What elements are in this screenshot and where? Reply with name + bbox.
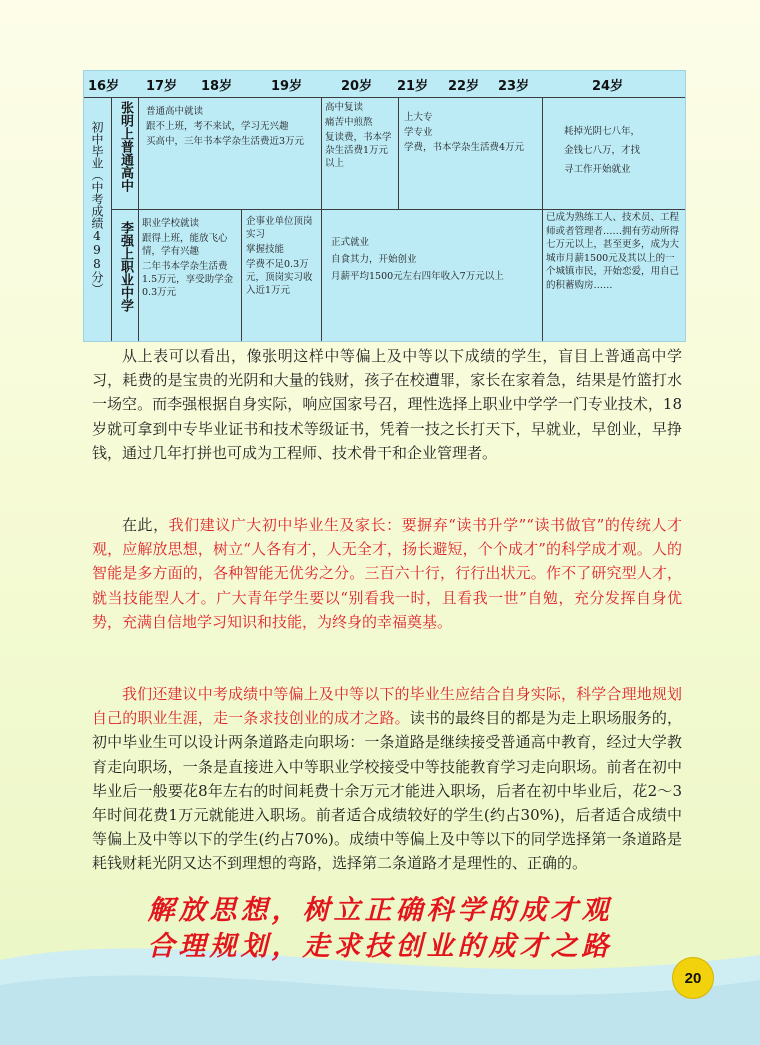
paragraph-lead: 在此， — [122, 516, 169, 534]
divider — [398, 97, 399, 209]
cell-text: 上大专 — [404, 112, 433, 123]
age-label: 20岁 — [341, 79, 373, 94]
cell-text: 痛苦中煎熬 — [325, 117, 373, 128]
cell-text: 职业学校就读 — [142, 218, 200, 229]
graduation-label: 初中毕业（中考成绩498分） — [90, 121, 104, 295]
cell-text: 买高中，三年书本学杂生活费近3万元 — [146, 136, 305, 147]
paragraph-highlight: 我们还建议中考成绩中等偏上及中等以下的毕业生应结合自身实际，科学合理地规划自己的职业生涯，走一条求技创业的成才之路。 — [92, 685, 682, 728]
li-outcome-cell — [546, 211, 681, 294]
age-label: 17岁 — [146, 79, 178, 94]
zhang-ming-label: 张明上普通高中 — [118, 101, 133, 192]
paragraph-highlight: 我们建议广大初中毕业生及家长：要摒弃“读书升学”“读书做官”的传统人才观，应解放思想，树立“人各有才，人无全才，扬长避短，个个成才”的科学成才观。人的智能是多方面的，各种智能无优劣之分。三百六十行，行行出状元。作不了研究型人才，就当技能型人才。广大青年学生要以“别看我一时，且看我一世”自勉，充分发挥自身优势，充满自信地学习知识和技能，为终身的幸福奠基。 — [92, 516, 682, 631]
divider — [241, 209, 242, 341]
cell-text: 自食其力，开始创业 — [331, 254, 417, 265]
cell-text: 跟得上班，能放飞心情，学有兴趣 — [142, 233, 228, 257]
age-label: 19岁 — [271, 79, 303, 94]
divider — [112, 209, 685, 210]
slogan-line-1: 解放思想，树立正确科学的成才观 — [147, 895, 613, 926]
paragraph-text — [92, 513, 682, 634]
paragraph-text: 从上表可以看出，像张明这样中等偏上及中等以下成绩的学生，盲目上普通高中学习，耗费的是宝贵的光阴和大量的钱财，孩子在校遭罪，家长在家着急，结果是竹篮打水一场空。而李强根据自身实际，响应国家号召，理性选择上职业中学学一门专业技术，18岁就可拿到中专毕业证书和技术等级证书，凭着一技之长打天下，早就业，早创业，早挣钱，通过几年打拼也可成为工程师、技术骨干和企业管理者。 — [92, 347, 682, 462]
li-internship-cell — [246, 215, 318, 299]
paragraph-3 — [92, 682, 682, 876]
cell-text: 寻工作开始就业 — [564, 164, 631, 175]
timeline-table — [83, 70, 686, 342]
zhang-repeat-cell — [325, 101, 395, 172]
cell-text: 学专业 — [404, 127, 433, 138]
age-label: 24岁 — [592, 79, 624, 94]
divider — [321, 209, 322, 341]
age-label: 23岁 — [498, 79, 530, 94]
paragraph-text — [92, 682, 682, 876]
zhang-college-cell — [404, 111, 538, 156]
paragraph-1 — [92, 344, 682, 465]
cell-text: 掌握技能 — [246, 244, 285, 255]
cell-text: 跟不上班，考不来试，学习无兴趣 — [146, 121, 289, 132]
cell-text: 学费，书本学杂生活费4万元 — [404, 142, 525, 153]
divider — [138, 97, 139, 341]
cell-text: 复读费，书本学杂生活费1万元以上 — [325, 132, 392, 169]
paragraph-2 — [92, 513, 682, 634]
age-label: 18岁 — [201, 79, 233, 94]
li-qiang-label: 李强上职业中学 — [118, 221, 133, 312]
page-number-badge: 20 — [672, 957, 714, 999]
cell-text: 正式就业 — [331, 237, 370, 248]
cell-text: 金钱七八万，才找 — [564, 145, 641, 156]
cell-text: 普通高中就读 — [146, 106, 204, 117]
divider — [321, 97, 322, 209]
cell-text: 月薪平均1500元左右四年收入7万元以上 — [331, 271, 504, 282]
cell-text: 企事业单位顶岗实习 — [246, 216, 313, 240]
divider — [84, 97, 685, 98]
age-label: 21岁 — [397, 79, 429, 94]
cell-text: 耗掉光阴七八年， — [564, 126, 641, 137]
cell-text: 已成为熟练工人、技术员、工程师或者管理者……拥有劳动所得七万元以上，甚至更多，成为大城市月薪1500元及其以上的一个城镇市民，开始恋爱，用自己的积蓄购房…… — [546, 212, 680, 291]
age-label: 22岁 — [448, 79, 480, 94]
age-label: 16岁 — [88, 79, 120, 94]
zhang-outcome-cell — [564, 123, 680, 180]
slogan-line-2: 合理规划，走求技创业的成才之路 — [147, 931, 613, 962]
age-header — [84, 71, 685, 97]
cell-text: 高中复读 — [325, 102, 364, 113]
cell-text: 学费不足0.3万元，顶岗实习收入近1万元 — [246, 259, 313, 296]
cell-text: 二年书本学杂生活费1.5万元，享受助学金0.3万元 — [142, 261, 234, 298]
zhang-high-school-cell — [146, 105, 318, 150]
paragraph-body: 读书的最终目的都是为走上职场服务的，初中毕业生可以设计两条道路走向职场：一条道路是继续接受普通高中教育，经过大学教育走向职场，一条是直接进入中等职业学校接受中等技能教育学习走向职场。前者在初中毕业后一般要花8年左右的时间耗费十余万元才能进入职场，后者在初中毕业后，花2～3年时间花费1万元就能进入职场。前者适合成绩较好的学生(约占30%)，后者适合成绩中等偏上及中等以下的学生(约占70%)。成绩中等偏上及中等以下的同学选择第一条道路是耗钱财耗光阴又达不到理想的弯路，选择第二条道路才是理性的、正确的。 — [92, 709, 682, 873]
li-vocational-cell — [142, 217, 238, 301]
divider — [542, 97, 543, 341]
divider — [111, 97, 112, 341]
li-employment-cell — [331, 235, 536, 286]
